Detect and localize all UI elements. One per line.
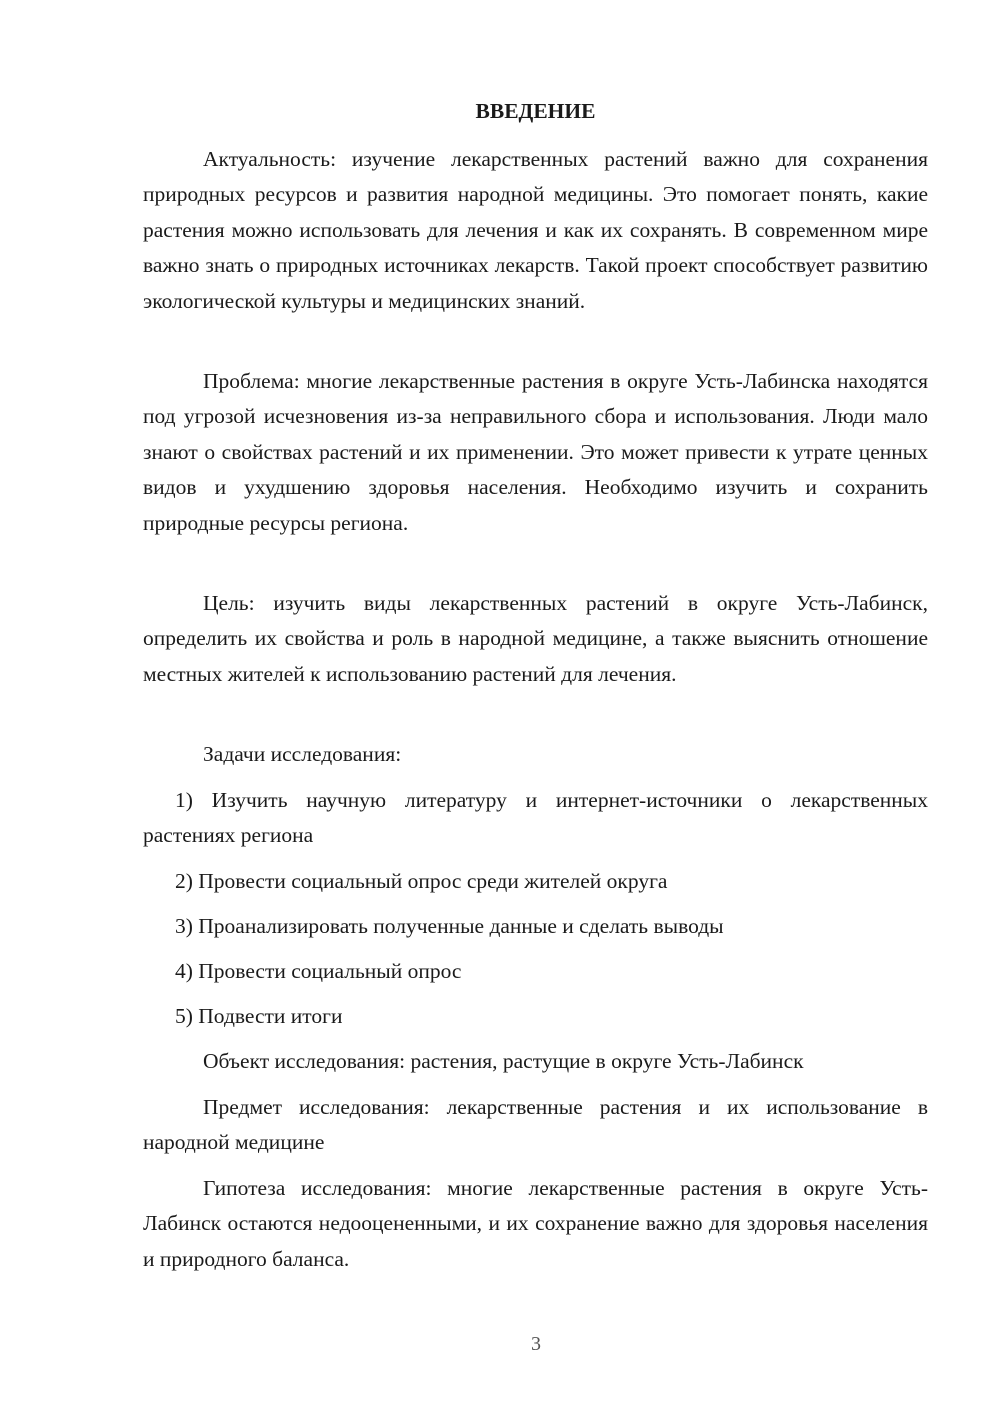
task-item-2: 2) Провести социальный опрос среди жителей округа xyxy=(175,869,668,893)
tasks-heading: Задачи исследования: xyxy=(203,742,402,766)
subject-paragraph: Предмет исследования: лекарственные растения и их использование в народной медицине xyxy=(143,1095,928,1155)
relevance-paragraph: Актуальность: изучение лекарственных растений важно для сохранения природных ресурсов и развития народной медицины. Это помогает понять, какие растения можно использовать для лечения и как их сохранять. В современном мире важно знать о природных источниках лекарств. Такой проект способствует развитию экологической культуры и медицинских знаний. xyxy=(143,147,928,313)
hypothesis-paragraph: Гипотеза исследования: многие лекарственные растения в округе Усть-Лабинск остаются недооцененными, и их сохранение важно для здоровья населения и природного баланса. xyxy=(143,1176,928,1271)
goal-paragraph: Цель: изучить виды лекарственных растений в округе Усть-Лабинск, определить их свойства и роль в народной медицине, а также выяснить отношение местных жителей к использованию растений для лечения. xyxy=(143,591,928,686)
page-number: 3 xyxy=(531,1333,541,1355)
task-item-4: 4) Провести социальный опрос xyxy=(175,959,462,983)
task-item-3: 3) Проанализировать полученные данные и сделать выводы xyxy=(175,914,724,938)
problem-paragraph: Проблема: многие лекарственные растения в округе Усть-Лабинска находятся под угрозой исчезновения из-за неправильного сбора и использования. Люди мало знают о свойствах растений и их применении. Это может привести к утрате ценных видов и ухудшению здоровья населения. Необходимо изучить и сохранить природные ресурсы региона. xyxy=(143,369,928,535)
section-title: ВВЕДЕНИЕ xyxy=(475,99,596,123)
object-paragraph: Объект исследования: растения, растущие в округе Усть-Лабинск xyxy=(203,1049,804,1073)
task-item-1: 1) Изучить научную литературу и интернет-источники о лекарственных растениях региона xyxy=(143,788,928,848)
task-item-5: 5) Подвести итоги xyxy=(175,1004,343,1028)
